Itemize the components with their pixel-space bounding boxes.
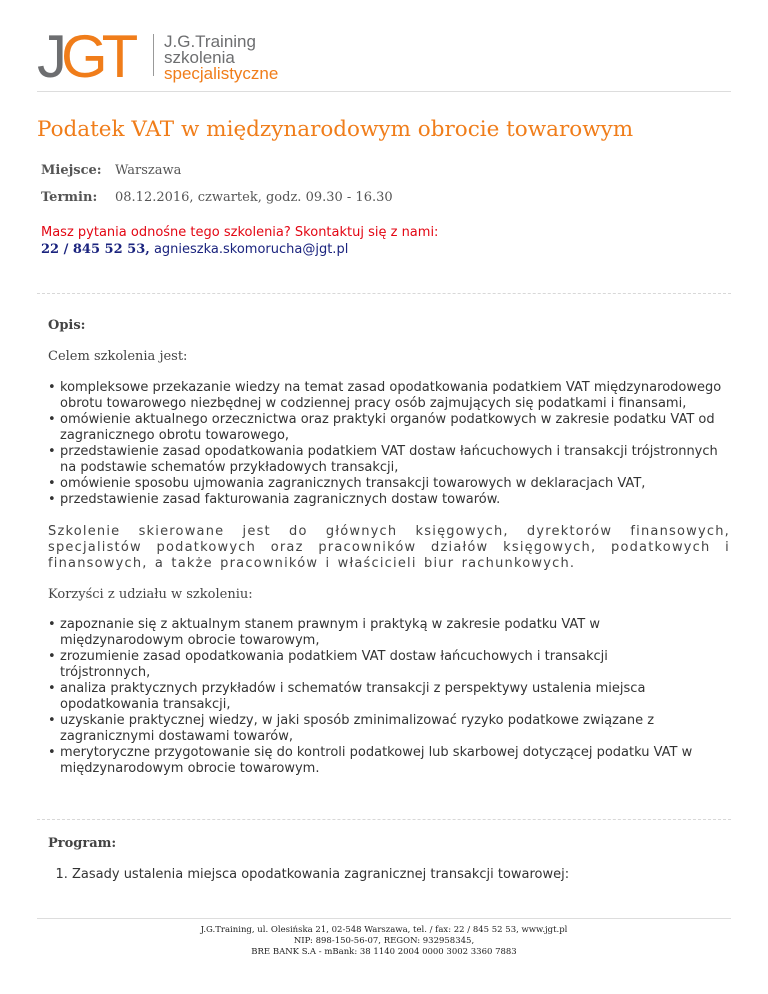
logo-line-2: szkolenia <box>164 48 235 67</box>
contact-phone: 22 / 845 52 53, <box>41 242 150 257</box>
list-item: • merytoryczne przygotowanie się do kontroli podatkowej lub skarbowej dotyczącej podatku VAT w międzynarodowym obrocie towarowym. <box>60 745 700 777</box>
event-meta <box>41 163 393 217</box>
list-item: • zrozumienie zasad opodatkowania podatkiem VAT dostaw łańcuchowych i transakcji trójstronnych, <box>60 649 700 681</box>
contact-email-link[interactable]: agnieszka.skomorucha@jgt.pl <box>153 242 349 257</box>
opis-intro: Celem szkolenia jest: <box>48 349 188 364</box>
logo-letter-j: J <box>37 23 61 90</box>
footer-line-3: BRE BANK S.A - mBank: 38 1140 2004 0000 3002 3360 7883 <box>251 947 517 957</box>
list-item: 1. Zasady ustalenia miejsca opodatkowania zagranicznej transakcji towarowej: <box>72 867 730 883</box>
list-item: • przedstawienie zasad fakturowania zagranicznych dostaw towarów. <box>60 492 730 508</box>
list-item: • analiza praktycznych przykładów i schematów transakcji z perspektywy ustalenia miejsca opodatkowania transakcji, <box>60 681 700 713</box>
logo-letter-g: G <box>61 23 102 90</box>
logo-mark <box>37 23 145 90</box>
place-value: Warszawa <box>115 163 182 178</box>
opis-label: Opis: <box>48 318 86 333</box>
logo-line-3: specjalistyczne <box>164 64 279 83</box>
list-item: • przedstawienie zasad opodatkowania podatkiem VAT dostaw łańcuchowych i transakcji trójstronnych na podstawie schematów przykładowych transakcji, <box>60 444 730 476</box>
opis-section <box>48 318 730 777</box>
footer-divider <box>37 918 731 919</box>
list-item: • omówienie aktualnego orzecznictwa oraz praktyki organów podatkowych w zakresie podatku VAT od zagranicznego obrotu towarowego, <box>60 412 730 444</box>
goals-list <box>48 380 730 508</box>
list-item: • zapoznanie się z aktualnym stanem prawnym i praktyką w zakresie podatku VAT w międzynarodowym obrocie towarowym, <box>60 617 700 649</box>
header-divider <box>37 91 731 92</box>
list-item: • kompleksowe przekazanie wiedzy na temat zasad opodatkowania podatkiem VAT międzynarodowego obrotu towarowego niezbędnej w codziennej pracy osób zajmujących się podatkami i finansami, <box>60 380 730 412</box>
program-label: Program: <box>48 836 117 851</box>
logo-letter-t: T <box>101 23 133 90</box>
date-value: 08.12.2016, czwartek, godz. 09.30 - 16.30 <box>115 190 393 205</box>
logo-letters <box>37 23 133 90</box>
meta-place-row <box>41 163 393 190</box>
benefits-intro: Korzyści z udziału w szkoleniu: <box>48 587 253 602</box>
contact-block <box>41 224 438 258</box>
company-logo <box>37 23 279 90</box>
footer <box>0 925 768 958</box>
section-divider <box>37 293 731 294</box>
list-item: • uzyskanie praktycznej wiedzy, w jaki sposób zminimalizować ryzyko podatkowe związane z zagranicznymi dostawami towarów, <box>60 713 700 745</box>
footer-line-1: J.G.Training, ul. Olesińska 21, 02-548 Warszawa, tel. / fax: 22 / 845 52 53, www.jgt.pl <box>200 925 568 935</box>
logo-divider <box>153 34 154 76</box>
date-label: Termin: <box>41 190 98 205</box>
logo-line-1: J.G.Training <box>164 32 256 51</box>
page-title: Podatek VAT w międzynarodowym obrocie towarowym <box>37 117 634 142</box>
place-label: Miejsce: <box>41 163 102 178</box>
list-item: • omówienie sposobu ujmowania zagranicznych transakcji towarowych w deklaracjach VAT, <box>60 476 730 492</box>
section-divider <box>37 819 731 820</box>
logo-wordmark <box>164 30 278 82</box>
program-list <box>48 867 730 883</box>
footer-line-2: NIP: 898-150-56-07, REGON: 932958345, <box>293 936 475 946</box>
contact-question: Masz pytania odnośne tego szkolenia? Skontaktuj się z nami: <box>41 225 439 240</box>
audience-text: Szkolenie skierowane jest do głównych księgowych, dyrektorów finansowych, specjalistów podatkowych oraz pracowników działów księgowych, podatkowych i finansowych, a także pracowników i właścicieli biur rachunkowych. <box>48 524 730 571</box>
meta-date-row <box>41 190 393 217</box>
benefits-list <box>48 617 700 777</box>
program-section <box>48 836 730 883</box>
